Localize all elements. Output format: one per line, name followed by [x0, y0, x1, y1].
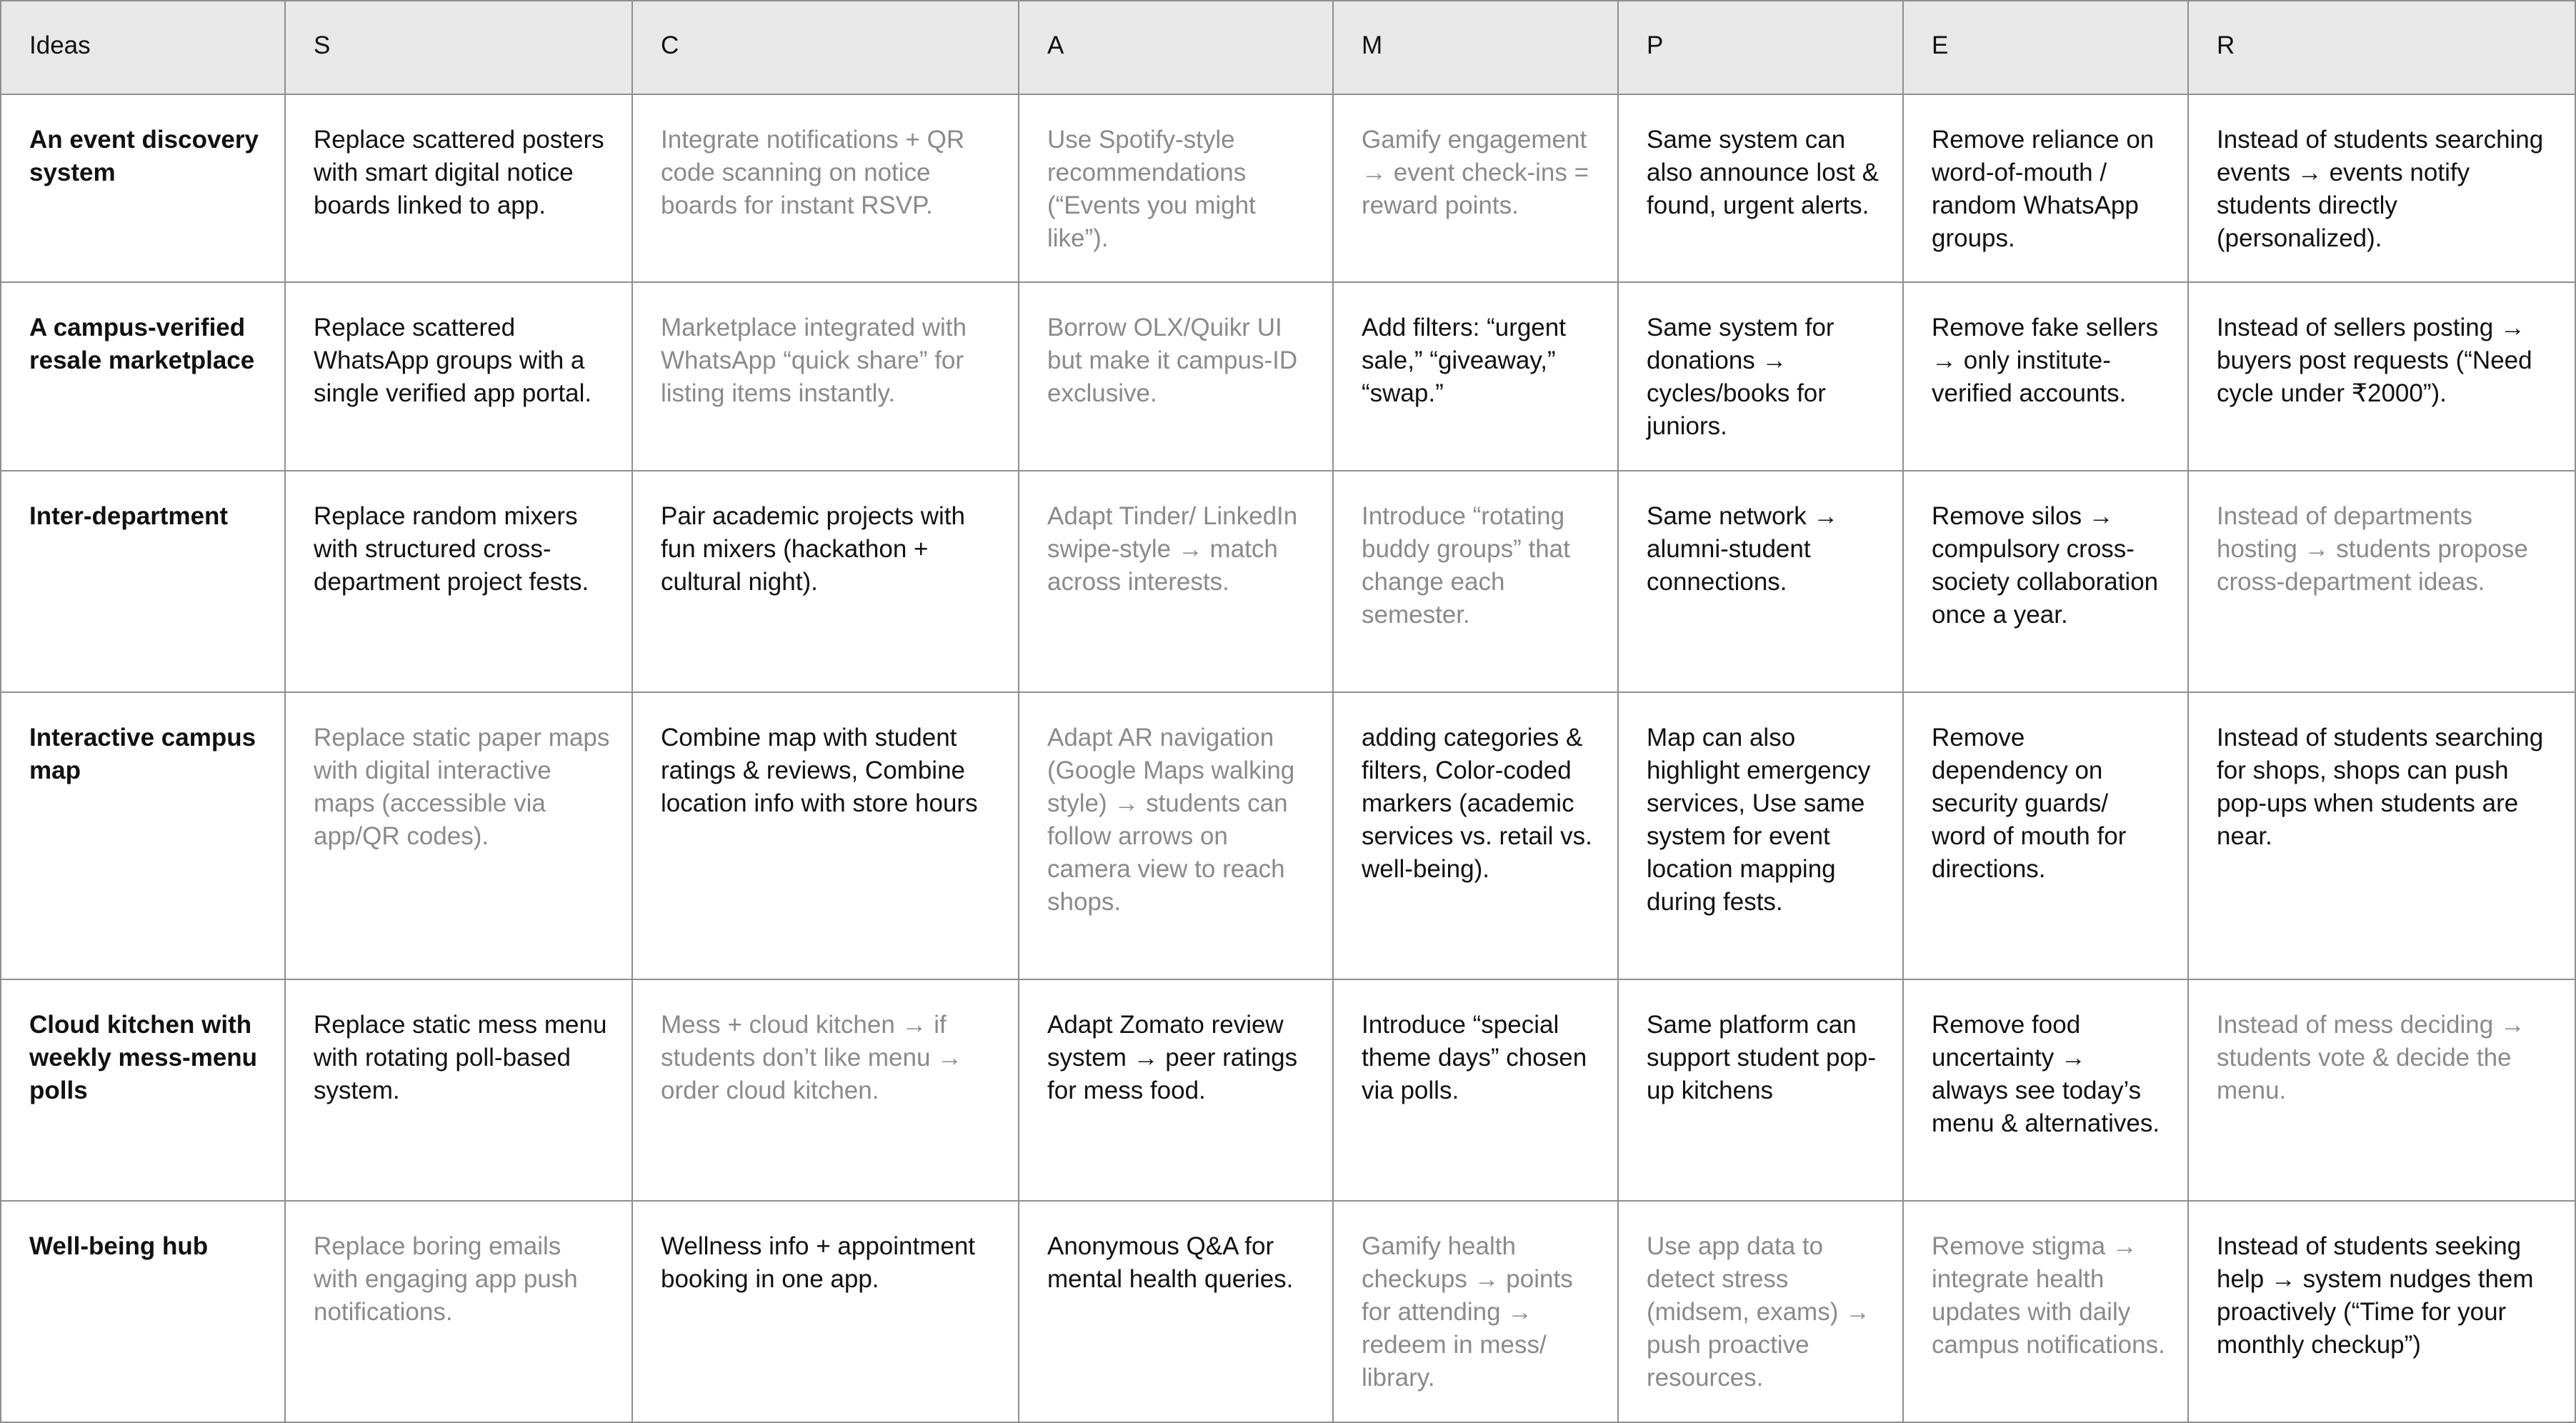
cell-s: Replace scattered posters with smart digital notice boards linked to app. [285, 94, 632, 282]
cell-p: Same system for donations → cycles/books for juniors. [1618, 282, 1903, 471]
cell-s: Replace boring emails with engaging app push notifications. [285, 1201, 632, 1422]
cell-r: Instead of departments hosting → students propose cross-department ideas. [2188, 471, 2575, 692]
header-row [1, 1, 2575, 94]
header-e: E [1903, 1, 2188, 94]
cell-m: Introduce “rotating buddy groups” that change each semester. [1333, 471, 1618, 692]
cell-c: Integrate notifications + QR code scanning on notice boards for instant RSVP. [632, 94, 1019, 282]
cell-r: Instead of mess deciding → students vote & decide the menu. [2188, 979, 2575, 1201]
idea-cell: Interactive campus map [1, 692, 285, 979]
cell-c: Mess + cloud kitchen → if students don’t like menu → order cloud kitchen. [632, 979, 1019, 1201]
cell-r: Instead of students searching for shops, shops can push pop-ups when students are near. [2188, 692, 2575, 979]
table-row [1, 1201, 2575, 1422]
table-row [1, 282, 2575, 471]
table-row [1, 979, 2575, 1201]
header-m: M [1333, 1, 1618, 94]
cell-s: Replace scattered WhatsApp groups with a single verified app portal. [285, 282, 632, 471]
cell-a: Adapt AR navigation (Google Maps walking style) → students can follow arrows on camera view to reach shops. [1019, 692, 1333, 979]
header-p: P [1618, 1, 1903, 94]
idea-cell: A campus-verified resale marketplace [1, 282, 285, 471]
cell-r: Instead of sellers posting → buyers post requests (“Need cycle under ₹2000”). [2188, 282, 2575, 471]
idea-cell: Well-being hub [1, 1201, 285, 1422]
table-row [1, 471, 2575, 692]
cell-m: Add filters: “urgent sale,” “giveaway,” “swap.” [1333, 282, 1618, 471]
cell-r: Instead of students seeking help → system nudges them proactively (“Time for your monthly checkup”) [2188, 1201, 2575, 1422]
idea-cell: Inter-department [1, 471, 285, 692]
cell-c: Wellness info + appointment booking in one app. [632, 1201, 1019, 1422]
cell-r: Instead of students searching events → events notify students directly (personalized). [2188, 94, 2575, 282]
header-a: A [1019, 1, 1333, 94]
cell-a: Borrow OLX/Quikr UI but make it campus-ID exclusive. [1019, 282, 1333, 471]
cell-e: Remove stigma → integrate health updates with daily campus notifications. [1903, 1201, 2188, 1422]
cell-e: Remove silos → compulsory cross-society collaboration once a year. [1903, 471, 2188, 692]
cell-a: Use Spotify-style recommendations (“Events you might like”). [1019, 94, 1333, 282]
header-r: R [2188, 1, 2575, 94]
header-c: C [632, 1, 1019, 94]
cell-p: Use app data to detect stress (midsem, exams) → push proactive resources. [1618, 1201, 1903, 1422]
cell-a: Anonymous Q&A for mental health queries. [1019, 1201, 1333, 1422]
cell-a: Adapt Zomato review system → peer ratings for mess food. [1019, 979, 1333, 1201]
cell-s: Replace static paper maps with digital interactive maps (accessible via app/QR codes). [285, 692, 632, 979]
cell-m: Gamify health checkups → points for attending → redeem in mess/ library. [1333, 1201, 1618, 1422]
cell-s: Replace static mess menu with rotating poll-based system. [285, 979, 632, 1201]
table-body [1, 94, 2575, 1422]
cell-e: Remove food uncertainty → always see today’s menu & alternatives. [1903, 979, 2188, 1201]
table-header [1, 1, 2575, 94]
table-row [1, 692, 2575, 979]
idea-cell: Cloud kitchen with weekly mess-menu polls [1, 979, 285, 1201]
cell-e: Remove reliance on word-of-mouth / random WhatsApp groups. [1903, 94, 2188, 282]
cell-p: Map can also highlight emergency services, Use same system for event location mapping during fests. [1618, 692, 1903, 979]
header-s: S [285, 1, 632, 94]
cell-p: Same network → alumni-student connections. [1618, 471, 1903, 692]
cell-m: Gamify engagement → event check-ins = reward points. [1333, 94, 1618, 282]
cell-e: Remove dependency on security guards/ word of mouth for directions. [1903, 692, 2188, 979]
cell-c: Marketplace integrated with WhatsApp “quick share” for listing items instantly. [632, 282, 1019, 471]
cell-c: Combine map with student ratings & reviews, Combine location info with store hours [632, 692, 1019, 979]
cell-p: Same system can also announce lost & found, urgent alerts. [1618, 94, 1903, 282]
idea-cell: An event discovery system [1, 94, 285, 282]
cell-m: Introduce “special theme days” chosen via polls. [1333, 979, 1618, 1201]
cell-m: adding categories & filters, Color-coded markers (academic services vs. retail vs. well-being). [1333, 692, 1618, 979]
header-ideas: Ideas [1, 1, 285, 94]
table-row [1, 94, 2575, 282]
cell-c: Pair academic projects with fun mixers (hackathon + cultural night). [632, 471, 1019, 692]
cell-s: Replace random mixers with structured cross-department project fests. [285, 471, 632, 692]
cell-e: Remove fake sellers → only institute-verified accounts. [1903, 282, 2188, 471]
cell-p: Same platform can support student pop-up kitchens [1618, 979, 1903, 1201]
cell-a: Adapt Tinder/ LinkedIn swipe-style → match across interests. [1019, 471, 1333, 692]
